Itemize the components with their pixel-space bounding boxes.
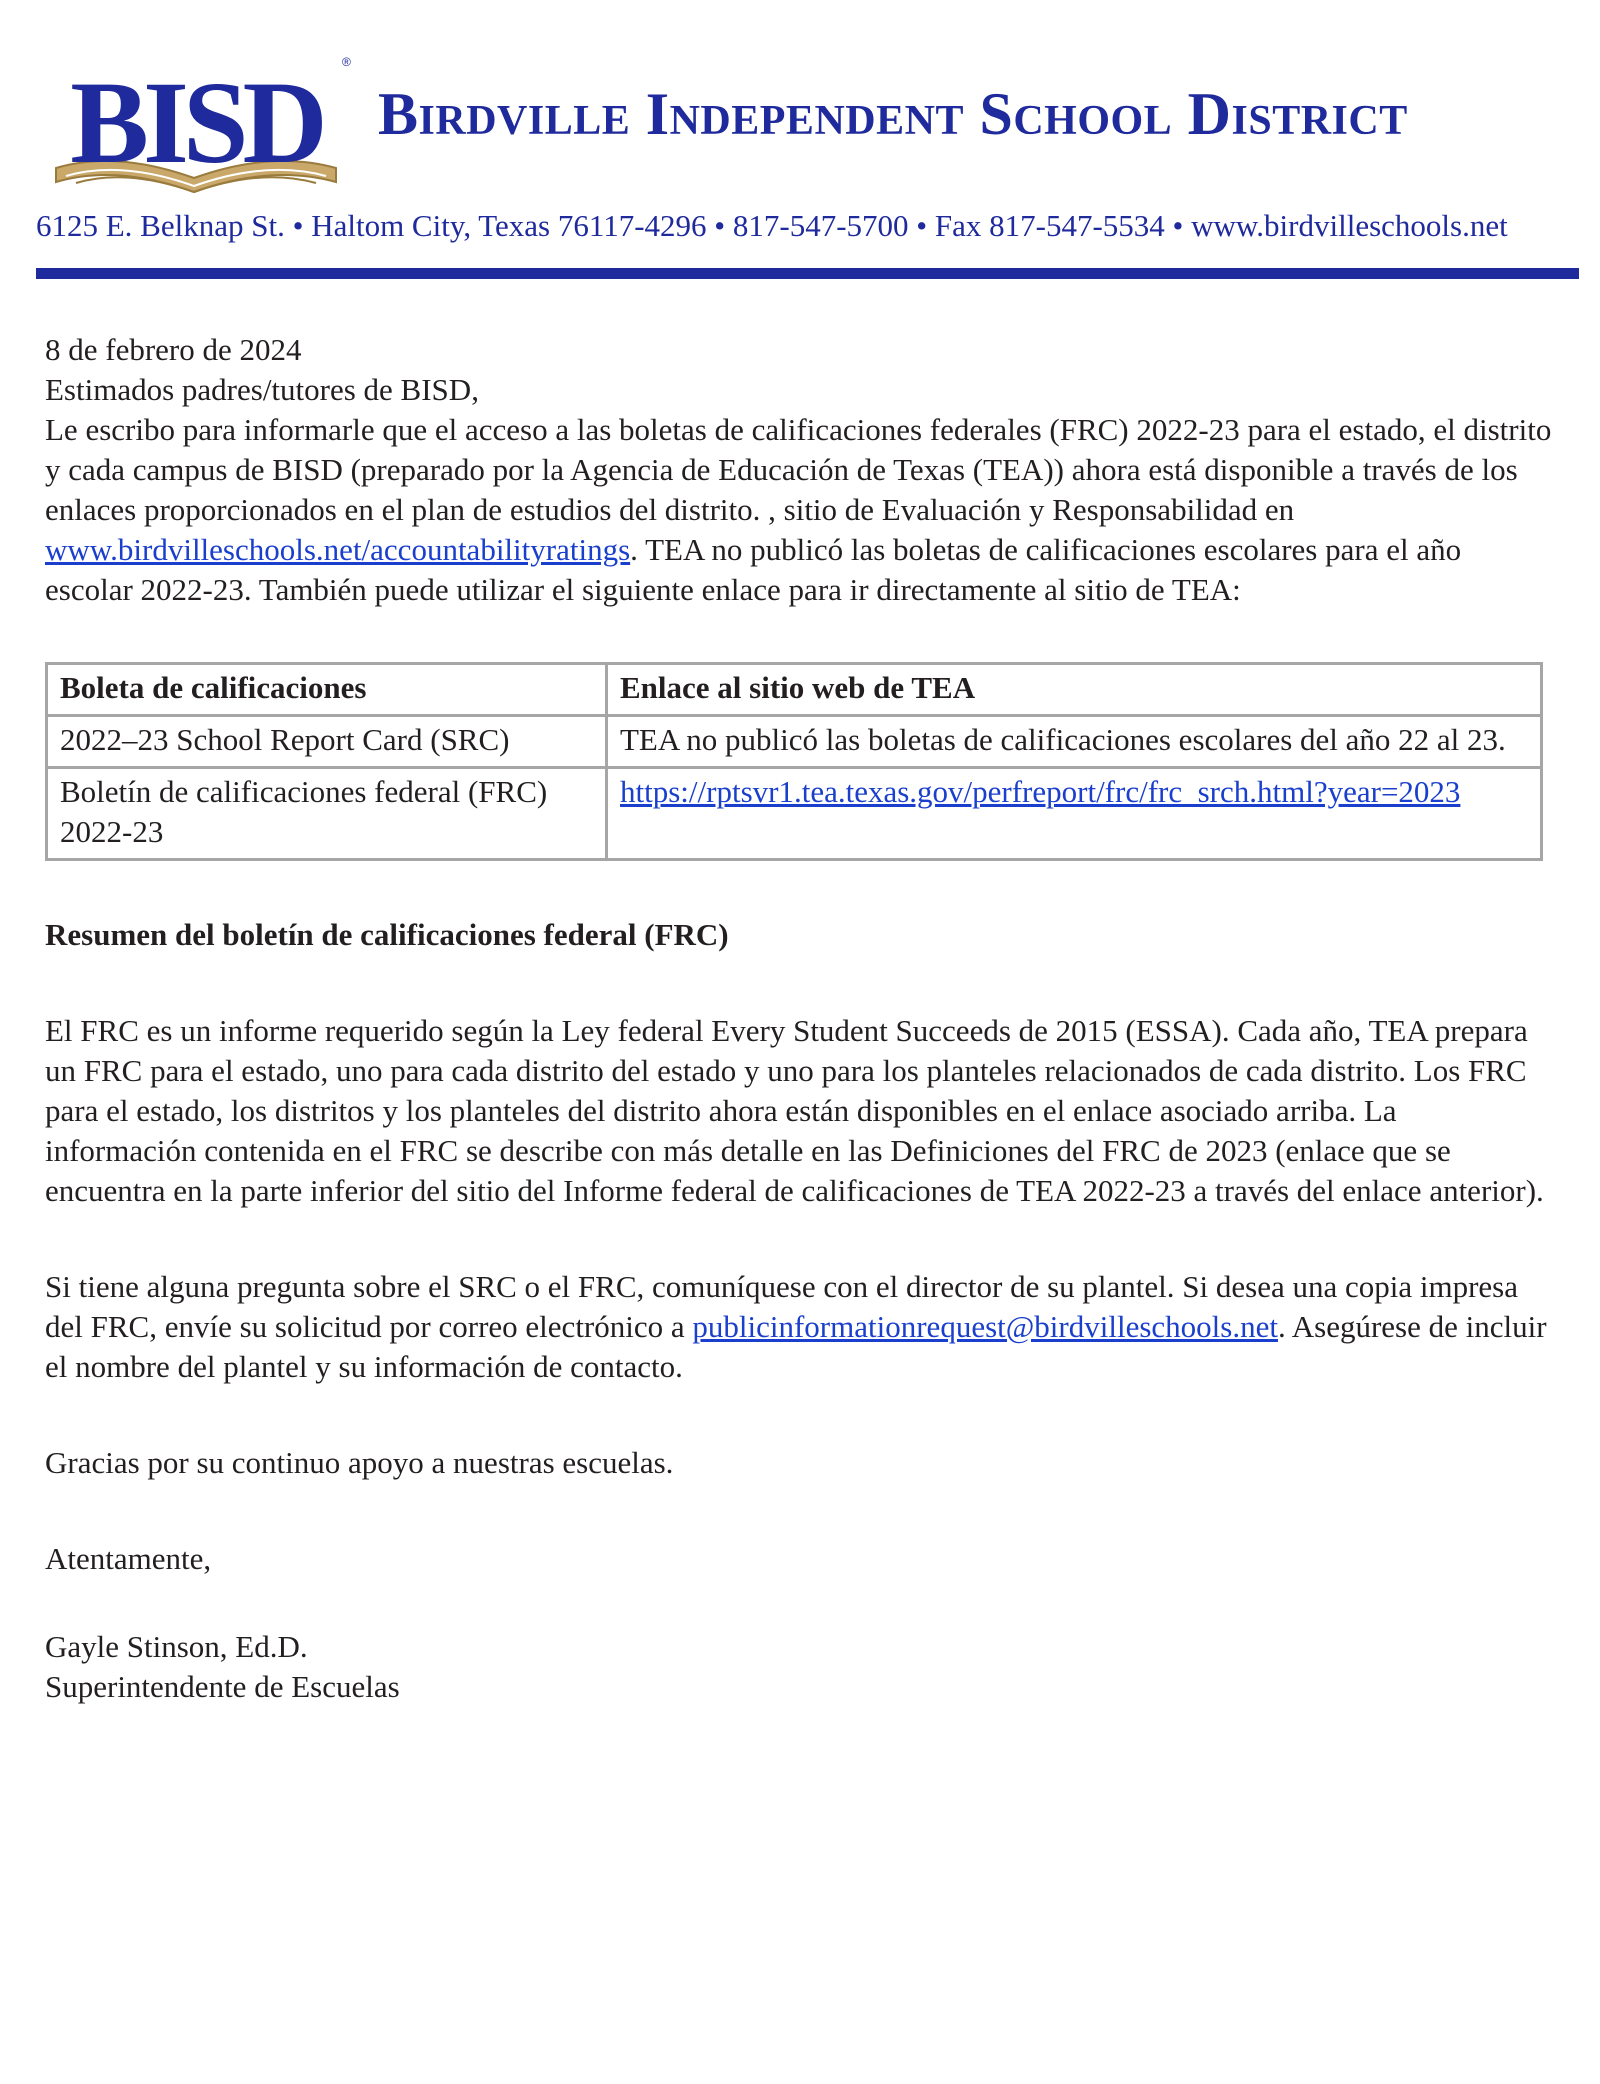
intro-paragraph [45,410,1555,610]
contact-text: Si tiene alguna pregunta sobre el SRC o el FRC, comuníquese con el director de su plantel. Si desea una copia impresa del FRC, envíe su solicitud por correo electrónico a [45,1269,1518,1344]
address-line: 6125 E. Belknap St. • Haltom City, Texas 76117-4296 • 817-547-5700 • Fax 817-547-5534 • www.birdvilleschools.net [36,208,1508,243]
logo-text: BISD [70,57,322,188]
contact-text-end: . Asegúrese de incluir el nombre del plantel y su información de contacto. [45,1309,1547,1384]
letter-date: 8 de febrero de 2024 [45,332,302,367]
thanks-line: Gracias por su continuo apoyo a nuestras escuelas. [45,1445,674,1480]
district-name: Birdville Independent School District [378,81,1408,147]
closing: Atentamente, [45,1541,212,1576]
intro-text-end: . TEA no publicó las boletas de calificaciones escolares para el año escolar 2022-23. También puede utilizar el siguiente enlace para ir directamente al sitio de TEA: [45,532,1462,607]
letterhead [0,0,1600,300]
report-card-table [45,662,1543,861]
email-link[interactable]: publicinformationrequest@birdvilleschools.net [692,1309,1278,1344]
bisd-logo [36,50,356,205]
registered-mark-icon: ® [342,55,351,69]
frc-link[interactable]: https://rptsvr1.tea.texas.gov/perfreport/frc/frc_srch.html?year=2023 [620,774,1461,809]
frc-summary-paragraph: El FRC es un informe requerido según la Ley federal Every Student Succeeds de 2015 (ESSA). Cada año, TEA prepara un FRC para el estado, uno para cada distrito del estado y uno para los planteles relacionados de cada distrito. Los FRC para el estado, los distritos y los planteles del distrito ahora están disponibles en el enlace asociado arriba. La información contenida en el FRC se describe con más detalle en las Definiciones del FRC de 2023 (enlace que se encuentra en la parte inferior del sitio del Informe federal de calificaciones de TEA 2022-23 a través del enlace anterior). [45,1013,1544,1208]
signer-name: Gayle Stinson, Ed.D. [45,1629,308,1664]
section-heading: Resumen del boletín de calificaciones federal (FRC) [45,917,729,952]
accountability-link[interactable]: www.birdvilleschools.net/accountabilityratings [45,532,631,567]
table-row [47,768,1542,860]
letter-body [45,330,1555,1707]
header-link: Enlace al sitio web de TEA [607,664,1542,716]
row-frc-report: Boletín de calificaciones federal (FRC) 2022-23 [47,768,607,860]
signer-title: Superintendente de Escuelas [45,1669,400,1704]
header-report: Boleta de calificaciones [47,664,607,716]
row-src-report: 2022–23 School Report Card (SRC) [47,716,607,768]
intro-text: Le escribo para informarle que el acceso a las boletas de calificaciones federales (FRC) 2022-23 para el estado, el distrito y cada campus de BISD (preparado por la Agencia de Educación de Texas (TEA)) ahora está disponible a través de los enlaces proporcionados en el plan de estudios del distrito. , sitio de Evaluación y Responsabilidad en [45,412,1552,527]
table-header-row [47,664,1542,716]
row-frc-link-cell [607,768,1542,860]
header-rule [36,268,1579,279]
row-src-note: TEA no publicó las boletas de calificaciones escolares del año 22 al 23. [607,716,1542,768]
contact-paragraph [45,1267,1555,1387]
table-row [47,716,1542,768]
salutation: Estimados padres/tutores de BISD, [45,372,479,407]
